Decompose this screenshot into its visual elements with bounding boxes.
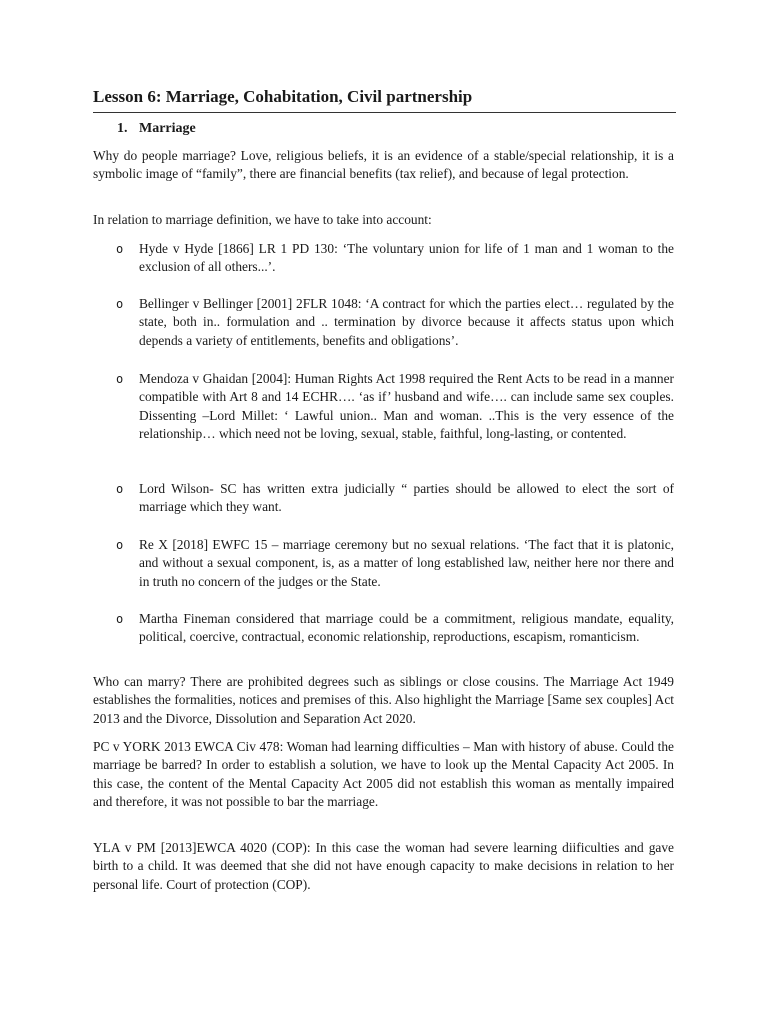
definition-lead: In relation to marriage definition, we have to take into account: (93, 212, 432, 227)
list-item-text: Re X [2018] EWFC 15 – marriage ceremony but no sexual relations. ‘The fact that it is platonic, and without a sexual component, is, as a matter of long established law, neither here nor there and in truth no concern of the judges or the State. (139, 537, 674, 589)
bullet-marker: o (116, 482, 124, 496)
paragraph-who-can-marry: Who can marry? There are prohibited degrees such as siblings or close cousins. The Marriage Act 1949 establishes the formalities, notices and premises of this. Also highlight the Marriage [Same sex couples] Act 2013 and the Divorce, Dissolution and Separation Act 2020. (93, 674, 674, 726)
list-item (116, 240, 674, 277)
list-item-text: Martha Fineman considered that marriage could be a commitment, religious mandate, equality, political, coercive, contractual, economic relationship, reproductions, escapism, romanticism. (139, 611, 674, 645)
list-item (116, 610, 674, 647)
bullet-marker: o (116, 297, 124, 311)
section-title: Marriage (139, 121, 196, 136)
list-item-text: Hyde v Hyde [1866] LR 1 PD 130: ‘The voluntary union for life of 1 man and 1 woman to the exclusion of all others...’. (139, 241, 674, 275)
list-item-text: Mendoza v Ghaidan [2004]: Human Rights Act 1998 required the Rent Acts to be read in a manner compatible with Art 8 and 14 ECHR…. ‘as if’ husband and wife…. can include same sex couples. Dissenting –Lord Millet: ‘ Lawful union.. Man and woman. ..This is the very essence of the relationship… which need not be loving, sexual, stable, faithful, long-lasting, or contented. (139, 371, 674, 441)
bullet-marker: o (116, 538, 124, 552)
paragraph-yla-v-pm: YLA v PM [2013]EWCA 4020 (COP): In this case the woman had severe learning diificulties and gave birth to a child. It was deemed that she did not have enough capacity to make decisions in relation to her personal life. Court of protection (COP). (93, 840, 674, 892)
list-item (116, 536, 674, 591)
bullet-marker: o (116, 612, 124, 626)
list-item-text: Lord Wilson- SC has written extra judicially “ parties should be allowed to elect the sort of marriage which they want. (139, 481, 674, 515)
list-item (116, 295, 674, 350)
bullet-marker: o (116, 242, 124, 256)
section-number: 1. (117, 121, 128, 136)
section-heading (117, 120, 196, 138)
list-item-text: Bellinger v Bellinger [2001] 2FLR 1048: ‘A contract for which the parties elect… regulated by the state, both in.. formulation and .. termination by divorce because it affects status upon which depends a variety of entitlements, benefits and obligations’. (139, 296, 674, 348)
intro-paragraph: Why do people marriage? Love, religious beliefs, it is an evidence of a stable/special relationship, it is a symbolic image of “family”, there are financial benefits (tax relief), and because of legal protection. (93, 148, 674, 182)
list-item (116, 370, 674, 443)
list-item (116, 480, 674, 517)
paragraph-pc-v-york: PC v YORK 2013 EWCA Civ 478: Woman had learning difficulties – Man with history of abuse. Could the marriage be barred? In order to establish a solution, we have to look up the Mental Capacity Act 2005. In this case, the content of the Mental Capacity Act 2005 did not establish this woman as mentally impaired and therefore, it was not possible to bar the marriage. (93, 739, 674, 809)
bullet-marker: o (116, 372, 124, 386)
page-title: Lesson 6: Marriage, Cohabitation, Civil partnership (93, 86, 676, 113)
